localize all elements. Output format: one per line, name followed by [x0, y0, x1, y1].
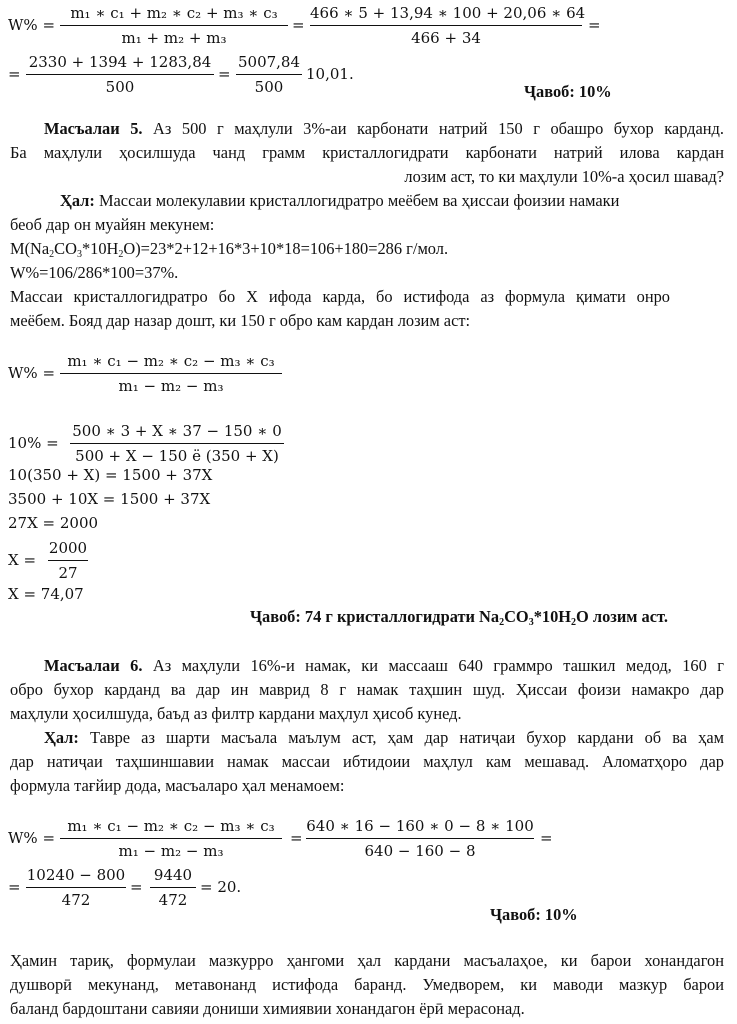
substituted-fraction	[306, 819, 534, 859]
fraction-numerator: m₁ ∗ c₁ − m₂ ∗ c₂ − m₃ ∗ c₃	[67, 352, 275, 370]
solution-step-4-lhs: X =	[8, 551, 37, 569]
fraction-denominator: 640 − 160 − 8	[364, 842, 476, 860]
fraction-numerator: 5007,84	[237, 53, 301, 71]
solution-step-5: X = 74,07	[8, 585, 84, 603]
fraction-denominator: m₁ + m₂ + m₃	[121, 29, 227, 47]
fraction-numerator: 2330 + 1394 + 1283,84	[28, 53, 212, 71]
equals-sign-2: =	[130, 878, 143, 896]
solution-step-1: 10(350 + X) = 1500 + 37X	[8, 466, 213, 484]
fraction-bar	[306, 838, 534, 839]
problem5-line3: лозим аст, то ки маҳлули 10%-а ҳосил шавад?	[404, 167, 724, 186]
fraction-denominator: 27	[58, 564, 78, 582]
solution-label: Ҳал:	[60, 191, 95, 210]
fraction-denominator: m₁ − m₂ − m₃	[118, 842, 224, 860]
simplified-fraction	[150, 868, 196, 908]
fraction-bar	[48, 560, 88, 561]
substituted-fraction	[70, 424, 284, 464]
problem5-solution-line2: беоб дар он муайян мекунем:	[10, 215, 215, 234]
fraction-denominator: m₁ − m₂ − m₃	[118, 377, 224, 395]
fraction-numerator: 2000	[48, 539, 88, 557]
molar-mass-formula: $M(Na_2CO_3*10H_2O)=23*2+12+16*3+10*18=106+180=286$ г/мол.	[10, 239, 449, 260]
problem6-answer: Ҷавоб: 10%	[490, 905, 578, 924]
solution-step-2: 3500 + 10X = 1500 + 37X	[8, 490, 211, 508]
fraction-denominator: 472	[158, 891, 188, 909]
fraction-denominator: 500	[254, 78, 284, 96]
problem6-solution-line1: Ҳал: Тавре аз шарти масъала маълум аст, ҳам дар натиҷаи бухор кардани об ва ҳам	[44, 728, 724, 747]
trailing-equals: =	[540, 829, 553, 847]
eq1-equals: =	[292, 16, 305, 34]
conclusion-line2: душворӣ мекунанд, метавонанд истифода баранд. Умедворем, ки маводи мазкур барои	[10, 975, 724, 994]
fraction-numerator: m₁ ∗ c₁ + m₂ ∗ c₂ + m₃ ∗ c₃	[70, 4, 278, 22]
equals-sign: =	[290, 829, 303, 847]
general-formula-fraction	[60, 819, 282, 859]
eq1-fraction-a	[60, 6, 288, 46]
problem5-line2: Ба маҳлули ҳосилшуда чанд грамм кристаллогидрати карбонати натрий илова кардан	[10, 143, 724, 162]
fraction-numerator: m₁ ∗ c₁ − m₂ ∗ c₂ − m₃ ∗ c₃	[67, 817, 275, 835]
eq1-answer: Ҷавоб: 10%	[524, 82, 612, 101]
fraction-numerator: 10240 − 800	[26, 866, 126, 884]
eq1-fraction-c	[26, 55, 214, 95]
equation-lhs: 10% =	[8, 434, 59, 452]
intermediate-fraction	[26, 868, 126, 908]
problem6-line3: маҳлули ҳосилшуда, баъд аз филтр кардани маҳлул ҳисоб кунед.	[10, 704, 462, 723]
fraction-denominator: 500	[105, 78, 135, 96]
conclusion-line3: баланд бардоштани савияи дониши химиявии хонандагон ёрӣ мерасонад.	[10, 999, 525, 1018]
problem6-line1: Масъалаи 6. Аз маҳлули 16%-и намак, ки массааш 640 граммро ташкил медод, 160 г	[44, 656, 724, 675]
problem5-answer: Ҷавоб: 74 г кристаллогидрати $Na_2CO_3*10H_2O$ лозим аст.	[250, 607, 668, 628]
eq1-result: 10,01.	[306, 65, 354, 83]
fraction-bar	[26, 74, 214, 75]
fraction-numerator: 500 ∗ 3 + X ∗ 37 − 150 ∗ 0	[72, 422, 282, 440]
eq1-lhs: W% =	[8, 16, 56, 34]
problem6-solution-line3: формула тағйир дода, масъаларо ҳал менамоем:	[10, 776, 345, 795]
solution-step-4-fraction	[48, 541, 88, 581]
problem6-line2: обро бухор карданд ва дар ин маврид 8 г намак таҳшин шуд. Ҳиссаи фоизи намакро дар	[10, 680, 724, 699]
eq1-fraction-d	[236, 55, 302, 95]
fraction-denominator: 466 + 34	[411, 29, 481, 47]
fraction-numerator: 9440	[153, 866, 193, 884]
fraction-numerator: 466 ∗ 5 + 13,94 ∗ 100 + 20,06 ∗ 64	[310, 4, 586, 22]
fraction-bar	[60, 838, 282, 839]
general-formula-fraction	[60, 354, 282, 394]
problem5-text-line2: меёбем. Бояд дар назар дошт, ки 150 г обро кам кардан лозим аст:	[10, 311, 471, 330]
fraction-bar	[310, 25, 582, 26]
eq1-fraction-b	[310, 4, 586, 47]
fraction-bar	[60, 25, 288, 26]
mass-fraction-line: W%=106/286*100=37%.	[10, 263, 179, 282]
problem5-text-line1: Массаи кристаллогидратро бо X ифода карда, бо истифода аз формула қимати онро	[10, 287, 670, 306]
formula-lhs: W% =	[8, 829, 56, 847]
solution-label: Ҳал:	[44, 728, 79, 747]
fraction-bar	[70, 443, 284, 444]
problem5-heading: Масъалаи 5.	[44, 119, 143, 138]
conclusion-line1: Ҳамин тариқ, формулаи мазкурро ҳангоми ҳал кардани масъалаҳое, ки барои хонандагон	[10, 951, 724, 970]
problem6-solution-line2: дар натиҷаи таҳшиншавии намак массаи ибтидоии маҳлул кам мешавад. Аломатҳоро дар	[10, 752, 724, 771]
fraction-bar	[60, 373, 282, 374]
problem5-solution-line1: Ҳал: Массаи молекулавии кристаллогидратро меёбем ва ҳиссаи фоизии намаки	[60, 191, 620, 210]
problem6-heading: Масъалаи 6.	[44, 656, 143, 675]
solution-step-3: 27X = 2000	[8, 514, 99, 532]
eq1-leading-equals: =	[8, 65, 21, 83]
fraction-bar	[150, 887, 196, 888]
leading-equals: =	[8, 878, 21, 896]
fraction-denominator: 472	[61, 891, 91, 909]
problem5-line1: Масъалаи 5. Аз 500 г маҳлули 3%-аи карбонати натрий 150 г обашро бухор карданд.	[44, 119, 724, 138]
eq1-equals-2: =	[218, 65, 231, 83]
fraction-bar	[236, 74, 302, 75]
formula-lhs: W% =	[8, 364, 56, 382]
fraction-numerator: 640 ∗ 16 − 160 ∗ 0 − 8 ∗ 100	[306, 817, 534, 835]
fraction-bar	[26, 887, 126, 888]
fraction-denominator: 500 + X − 150 ё (350 + X)	[75, 447, 279, 465]
problem6-result: = 20.	[200, 878, 242, 896]
eq1-trailing-equals: =	[588, 16, 601, 34]
